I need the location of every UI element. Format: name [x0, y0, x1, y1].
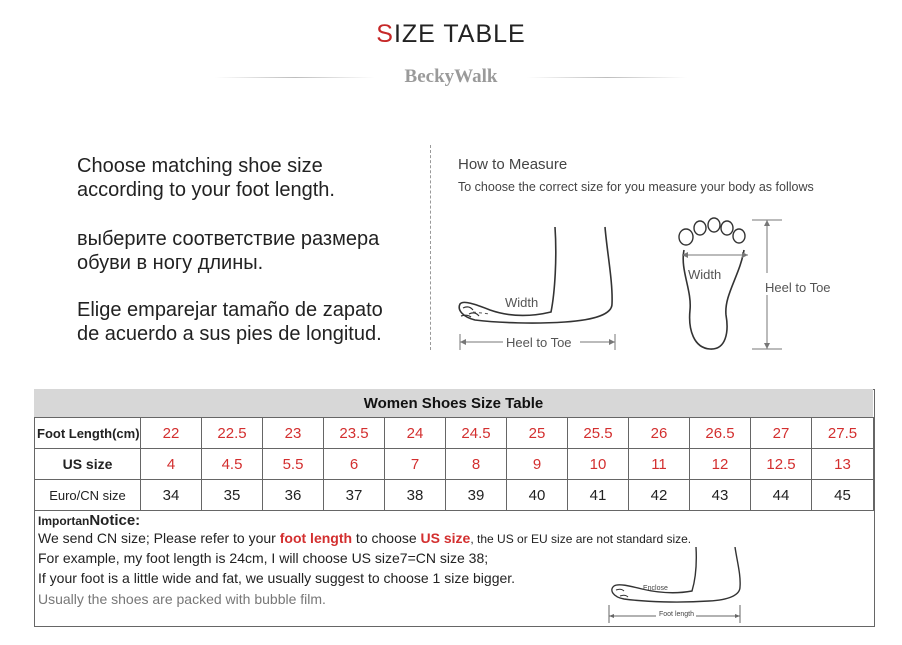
table-cell: 4 — [141, 449, 202, 480]
notice-us-size-highlight: US size — [420, 530, 471, 546]
table-cell: 11 — [629, 449, 690, 480]
intro-russian — [77, 227, 422, 275]
table-cell: 42 — [629, 480, 690, 511]
table-cell: 43 — [690, 480, 751, 511]
notice-heading: Notice: — [89, 512, 141, 529]
size-table-title: Women Shoes Size Table — [34, 389, 873, 418]
intro-ru-line1: выберите соответствие размера — [77, 228, 380, 250]
table-cell: 12.5 — [751, 449, 812, 480]
table-cell: 5.5 — [263, 449, 324, 480]
table-cell: 39 — [446, 480, 507, 511]
sole-width-label: Width — [688, 267, 722, 282]
table-cell: 4.5 — [202, 449, 263, 480]
table-cell: 26.5 — [690, 418, 751, 449]
notice-prefix: Importan — [38, 514, 90, 528]
size-table — [34, 417, 874, 511]
notice-line1-text: We send CN size; Please refer to your — [38, 530, 280, 546]
table-cell: 24 — [385, 418, 446, 449]
table-cell: 41 — [568, 480, 629, 511]
table-cell: 10 — [568, 449, 629, 480]
intro-ru-line2: обуви в ногу длины. — [77, 252, 264, 274]
notice-line-2: For example, my foot length is 24cm, I will choose US size7=CN size 38; — [38, 550, 489, 566]
table-row-euro-cn-size — [35, 480, 874, 511]
dashed-divider — [430, 145, 431, 350]
table-cell: 27.5 — [812, 418, 874, 449]
enclose-label: Enclose — [643, 585, 668, 592]
table-cell: 38 — [385, 480, 446, 511]
page-title — [0, 20, 902, 49]
intro-en-line2: according to your foot length. — [77, 179, 335, 201]
notice-heading-line — [38, 512, 140, 529]
table-cell: 26 — [629, 418, 690, 449]
table-cell: 24.5 — [446, 418, 507, 449]
intro-es-line2: de acuerdo a sus pies de longitud. — [77, 323, 382, 345]
table-cell: 36 — [263, 480, 324, 511]
notice-line-1 — [38, 530, 691, 546]
intro-es-line1: Elige emparejar tamaño de zapato — [77, 299, 383, 321]
row-label-us-size: US size — [35, 449, 141, 480]
notice-line1-end: , the US or EU size are not standard size. — [470, 532, 692, 546]
table-cell: 23.5 — [324, 418, 385, 449]
table-cell: 44 — [751, 480, 812, 511]
intro-en-line1: Choose matching shoe size — [77, 155, 323, 177]
table-cell: 13 — [812, 449, 874, 480]
foot-length-label: Foot length — [659, 611, 695, 618]
how-to-measure-title: How to Measure — [458, 156, 568, 173]
table-cell: 12 — [690, 449, 751, 480]
table-cell: 7 — [385, 449, 446, 480]
table-cell: 27 — [751, 418, 812, 449]
table-cell: 45 — [812, 480, 874, 511]
table-cell: 22.5 — [202, 418, 263, 449]
title-rest: IZE TABLE — [393, 20, 526, 48]
table-cell: 9 — [507, 449, 568, 480]
notice-line1-mid: to choose — [352, 530, 421, 546]
table-cell: 22 — [141, 418, 202, 449]
title-first-letter: S — [376, 20, 394, 48]
brand-logo: BeckyWalk — [404, 66, 498, 87]
notice-line-3: If your foot is a little wide and fat, we usually suggest to choose 1 size bigger. — [38, 570, 516, 586]
table-cell: 25 — [507, 418, 568, 449]
table-cell: 8 — [446, 449, 507, 480]
header-rule-left — [215, 77, 375, 78]
table-cell: 40 — [507, 480, 568, 511]
table-cell: 35 — [202, 480, 263, 511]
notice-line-4: Usually the shoes are packed with bubble film. — [38, 591, 326, 607]
side-heel-to-toe-label: Heel to Toe — [506, 335, 572, 350]
table-row-foot-length — [35, 418, 874, 449]
how-to-measure-description: To choose the correct size for you measure your body as follows — [458, 180, 814, 194]
intro-spanish — [77, 298, 422, 346]
notice-foot-length-highlight: foot length — [279, 530, 353, 546]
intro-english — [77, 154, 422, 202]
table-cell: 25.5 — [568, 418, 629, 449]
table-cell: 37 — [324, 480, 385, 511]
table-cell: 34 — [141, 480, 202, 511]
side-width-label: Width — [505, 295, 539, 310]
row-label-foot-length: Foot Length(cm) — [35, 418, 141, 449]
table-row-us-size — [35, 449, 874, 480]
header-rule-right — [527, 77, 687, 78]
row-label-euro-cn-size: Euro/CN size — [35, 480, 141, 511]
sole-heel-to-toe-label: Heel to Toe — [765, 280, 831, 295]
table-cell: 23 — [263, 418, 324, 449]
table-cell: 6 — [324, 449, 385, 480]
